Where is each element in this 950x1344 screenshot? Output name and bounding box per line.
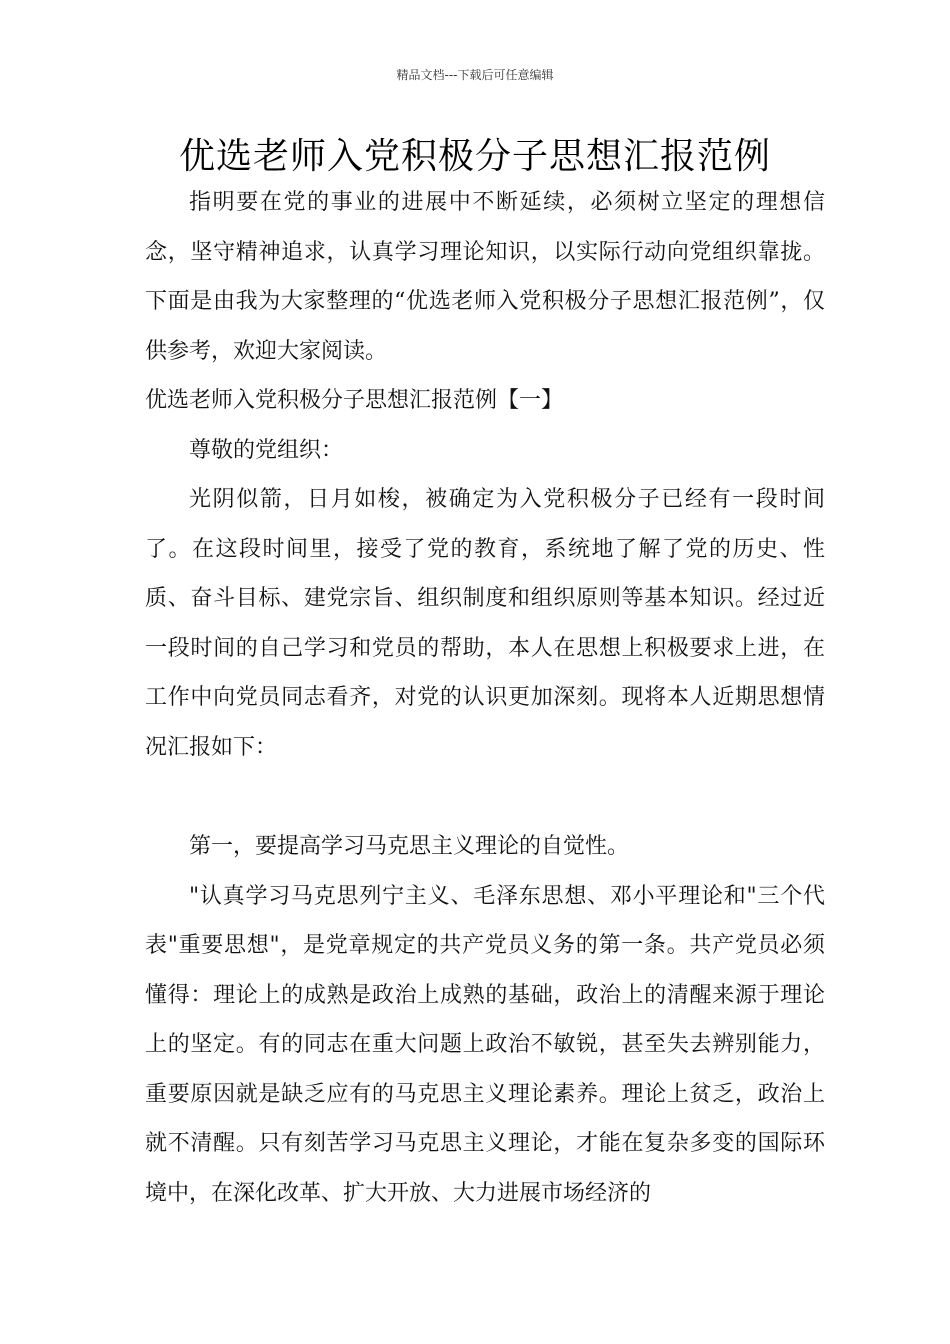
intro-paragraph: 指明要在党的事业的进展中不断延续，必须树立坚定的理想信念，坚守精神追求，认真学习理论知识，以实际行动向党组织靠拢。下面是由我为大家整理的“优选老师入党积极分子思想汇报范例”，仅供参考，欢迎大家阅读。: [145, 190, 825, 364]
section-heading: 优选老师入党积极分子思想汇报范例【一】: [145, 388, 564, 413]
paragraph-2: 第一，要提高学习马克思主义理论的自觉性。: [189, 834, 630, 859]
paragraph-1: 光阴似箭，日月如梭，被确定为入党积极分子已经有一段时间了。在这段时间里，接受了党的教育，系统地了解了党的历史、性质、奋斗目标、建党宗旨、组织制度和组织原则等基本知识。经过近一段时间的自己学习和党员的帮助，本人在思想上积极要求上进，在工作中向党员同志看齐，对党的认识更加深刻。现将本人近期思想情况汇报如下：: [145, 487, 825, 760]
header-note: 精品文档---下载后可任意编辑: [396, 68, 554, 82]
salutation: 尊敬的党组织：: [189, 437, 344, 463]
paragraph-3: "认真学习马克思列宁主义、毛泽东思想、邓小平理论和"三个代表"重要思想"，是党章规定的共产党员义务的第一条。共产党员必须懂得：理论上的成熟是政治上成熟的基础，政治上的清醒来源于理论上的坚定。有的同志在重大问题上政治不敏锐，甚至失去辨别能力，重要原因就是缺乏应有的马克思主义理论素养。理论上贫乏，政治上就不清醒。只有刻苦学习马克思主义理论，才能在复杂多变的国际环境中，在深化改革、扩大开放、大力进展市场经济的: [145, 883, 825, 1206]
blank-line: [145, 772, 825, 822]
document-title: 优选老师入党积极分子思想汇报范例: [178, 136, 771, 177]
document-body: [145, 178, 825, 1218]
